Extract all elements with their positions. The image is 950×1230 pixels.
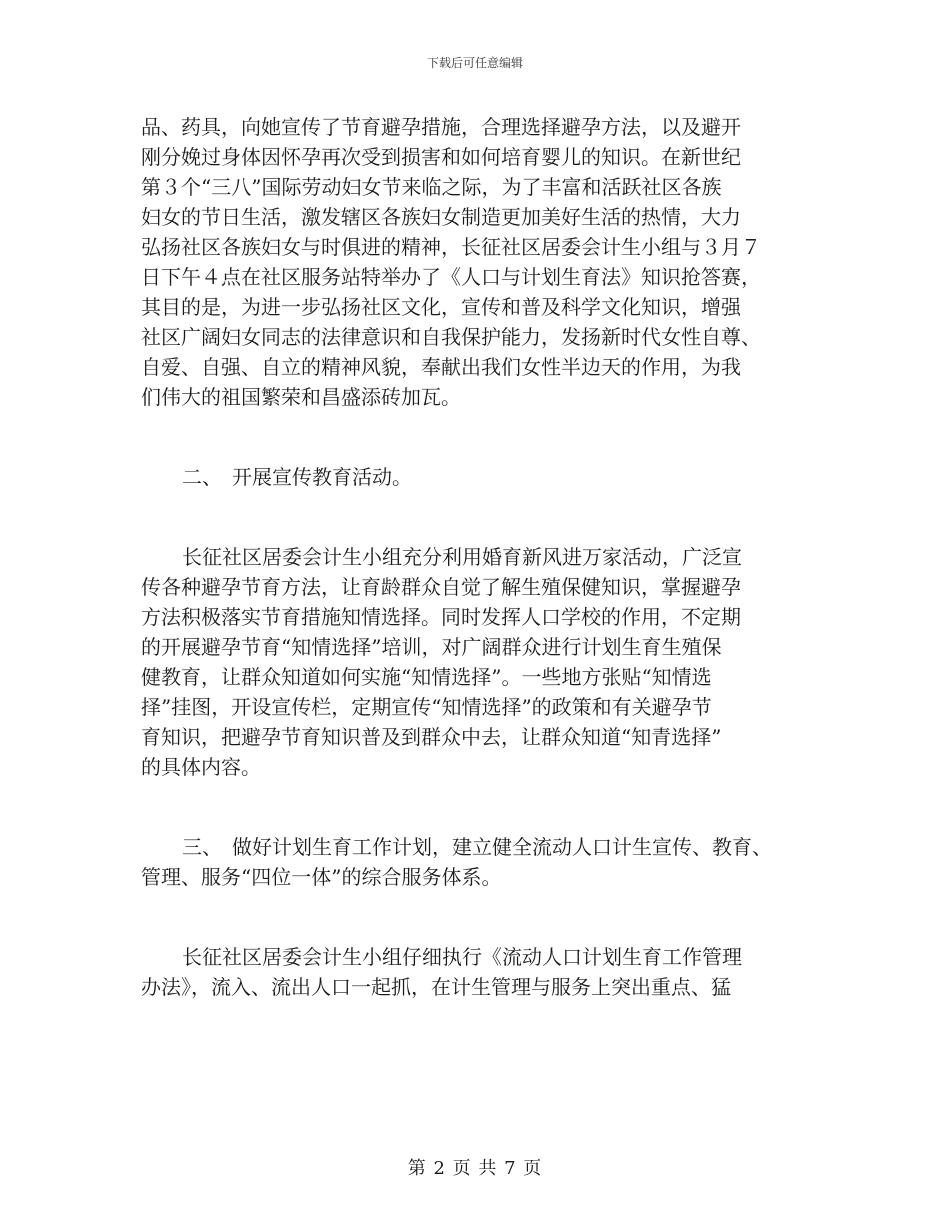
section-heading-2: 二、 开展宣传教育活动。 <box>182 465 412 489</box>
paragraph-3 <box>141 942 831 1002</box>
document-body <box>141 112 831 1002</box>
text-line: 刚分娩过身体因怀孕再次受到损害和如何培育婴儿的知识。在新世纪 <box>141 145 741 169</box>
text-line: 三、 做好计划生育工作计划，建立健全流动人口计生宣传、教育、 <box>182 835 772 859</box>
text-line: 社区广阔妇女同志的法律意识和自我保护能力，发扬新时代女性自尊、 <box>141 325 761 349</box>
page-header: 下载后可任意编辑 <box>426 56 523 70</box>
text-line: 们伟大的祖国繁荣和昌盛添砖加瓦。 <box>141 385 461 409</box>
text-line: 弘扬社区各族妇女与时俱进的精神，长征社区居委会计生小组与３月７ <box>141 235 761 259</box>
text-line: 妇女的节日生活，激发辖区各族妇女制造更加美好生活的热情，大力 <box>141 205 741 229</box>
section-heading-3 <box>141 832 831 892</box>
text-line: 第３个“三八”国际劳动妇女节来临之际，为了丰富和活跃社区各族 <box>141 175 722 199</box>
text-line: 传各种避孕节育方法，让育龄群众自觉了解生殖保健知识，掌握避孕 <box>141 575 741 599</box>
text-line: 日下午４点在社区服务站特举办了《人口与计划生育法》知识抢答赛， <box>141 265 761 289</box>
text-line: 育知识，把避孕节育知识普及到群众中去，让群众知道“知青选择” <box>141 725 722 749</box>
text-line: 管理、服务“四位一体”的综合服务体系。 <box>141 865 502 889</box>
text-line: 其目的是，为进一步弘扬社区文化，宣传和普及科学文化知识，增强 <box>141 295 741 319</box>
text-line: 择”挂图，开设宣传栏，定期宣传“知情选择”的政策和有关避孕节 <box>141 695 712 719</box>
page-number: 第 2 页 共 7 页 <box>407 1158 543 1179</box>
text-line: 长征社区居委会计生小组充分利用婚育新风进万家活动，广泛宣 <box>182 545 742 569</box>
text-line: 品、药具，向她宣传了节育避孕措施，合理选择避孕方法，以及避开 <box>141 115 741 139</box>
text-line: 方法积极落实节育措施知情选择。同时发挥人口学校的作用，不定期 <box>141 605 741 629</box>
text-line: 健教育，让群众知道如何实施“知情选择”。一些地方张贴“知情选 <box>141 665 712 689</box>
text-line: 自爱、自强、自立的精神风貌，奉献出我们女性半边天的作用，为我 <box>141 355 741 379</box>
paragraph-2 <box>141 542 831 782</box>
text-line: 的开展避孕节育“知情选择”培训，对广阔群众进行计划生育生殖保 <box>141 635 722 659</box>
text-line: 长征社区居委会计生小组仔细执行《流动人口计划生育工作管理 <box>182 945 742 969</box>
text-line: 办法》，流入、流出人口一起抓，在计生管理与服务上突出重点、猛 <box>141 975 731 999</box>
text-line: 的具体内容。 <box>141 755 261 779</box>
paragraph-1 <box>141 112 831 412</box>
